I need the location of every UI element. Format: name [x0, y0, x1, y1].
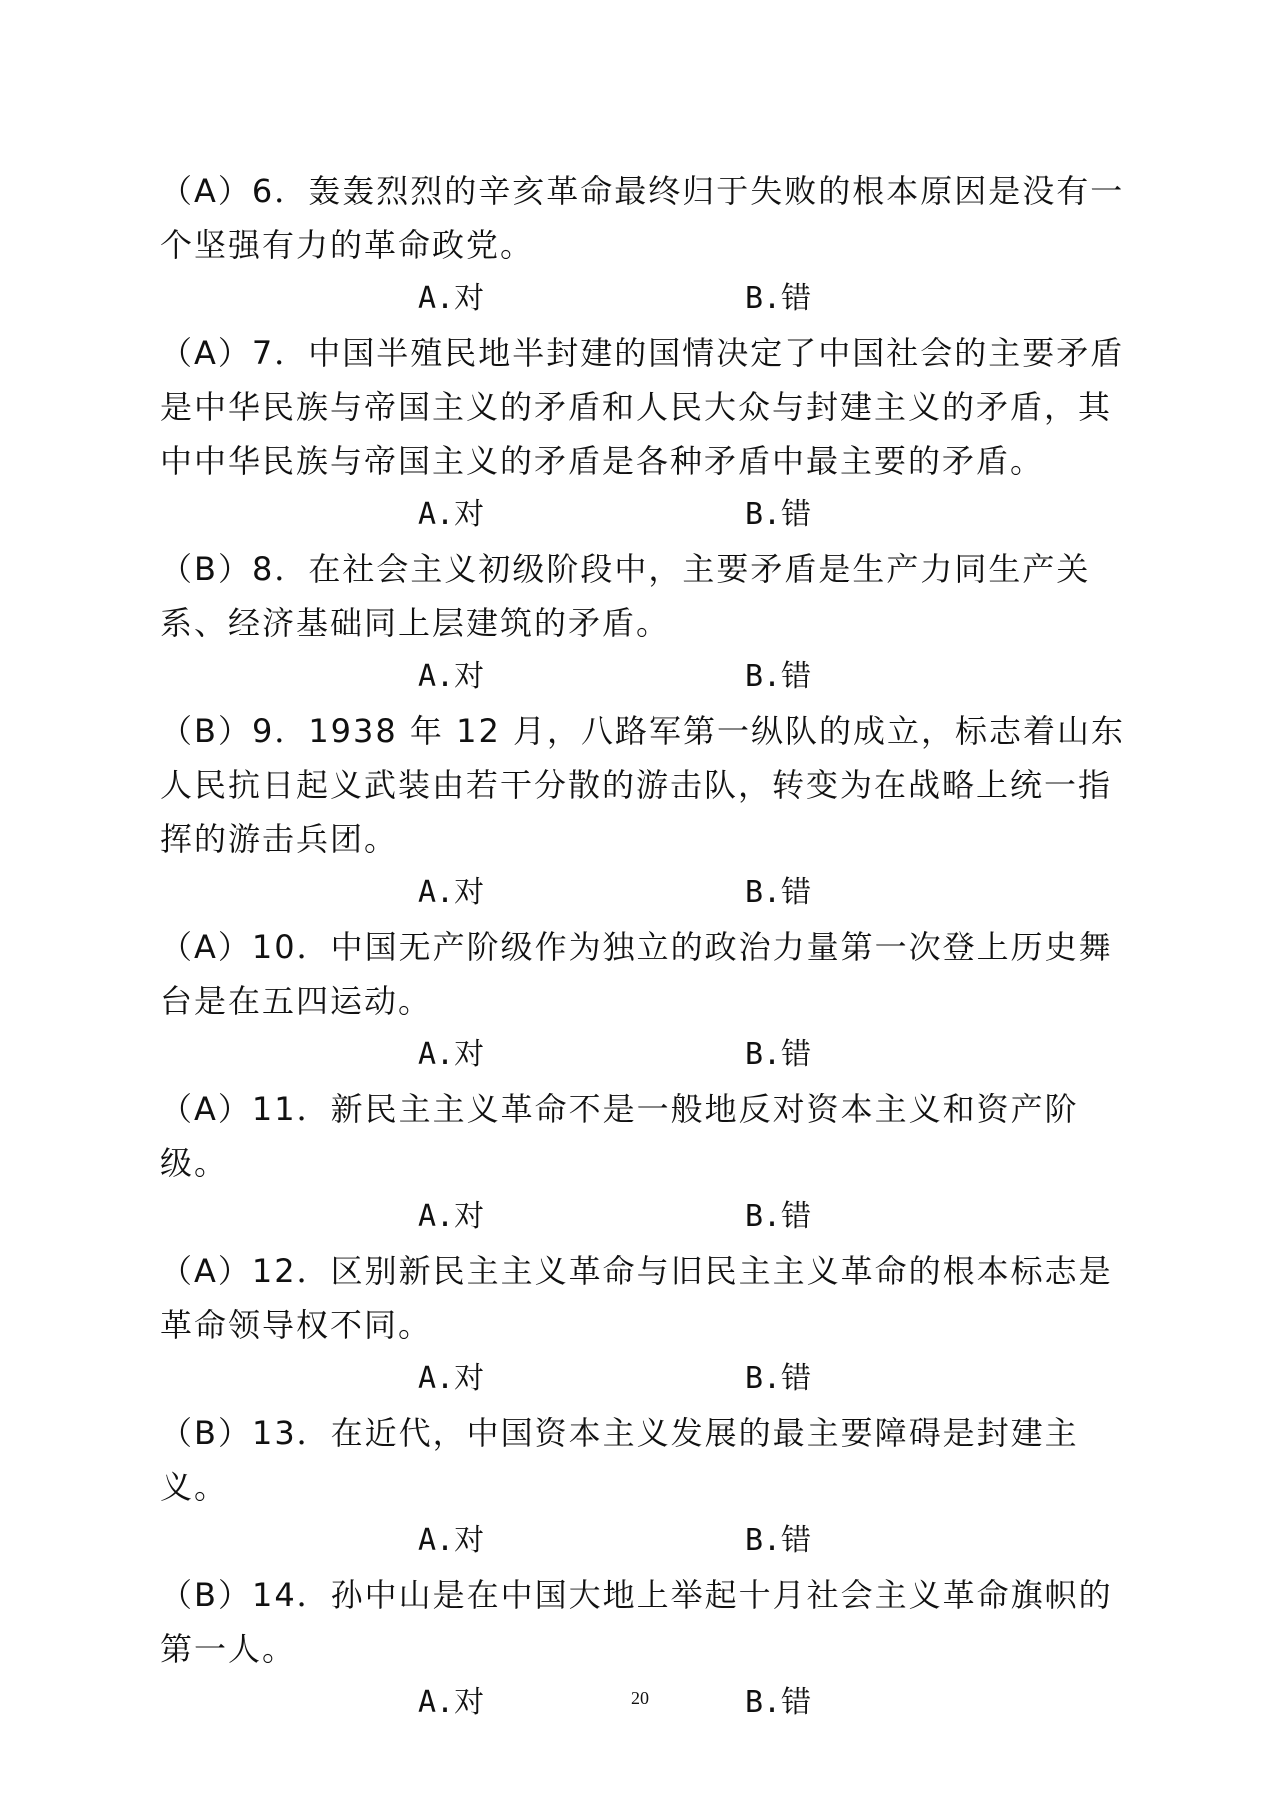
answer-options [160, 488, 1130, 542]
option-a: A.对 [418, 1037, 485, 1072]
question-text: （B）13．在近代，中国资本主义发展的最主要障碍是封建主义。 [160, 1414, 1079, 1506]
option-a: A.对 [418, 1523, 485, 1558]
option-a: A.对 [418, 1361, 485, 1396]
option-a: A.对 [418, 875, 485, 910]
answer-options [160, 1028, 1130, 1082]
option-b: B.错 [745, 1361, 812, 1396]
option-a: A.对 [418, 281, 485, 316]
question-text: （A）6．轰轰烈烈的辛亥革命最终归于失败的根本原因是没有一个坚强有力的革命政党。 [160, 172, 1125, 264]
option-a: A.对 [418, 659, 485, 694]
option-b: B.错 [745, 1685, 812, 1720]
answer-options [160, 272, 1130, 326]
answer-options [160, 1352, 1130, 1406]
option-b: B.错 [745, 1523, 812, 1558]
page-number: 20 [631, 1688, 649, 1708]
question-text: （A）11．新民主主义革命不是一般地反对资本主义和资产阶级。 [160, 1090, 1079, 1182]
option-b: B.错 [745, 659, 812, 694]
answer-options [160, 1514, 1130, 1568]
question-text: （B）14．孙中山是在中国大地上举起十月社会主义革命旗帜的第一人。 [160, 1576, 1113, 1668]
option-b: B.错 [745, 875, 812, 910]
question-text: （A）12．区别新民主主义革命与旧民主主义革命的根本标志是革命领导权不同。 [160, 1252, 1113, 1344]
question-text: （A）7．中国半殖民地半封建的国情决定了中国社会的主要矛盾是中华民族与帝国主义的矛盾和人民大众与封建主义的矛盾，其中中华民族与帝国主义的矛盾是各种矛盾中最主要的矛盾。 [160, 334, 1125, 480]
option-b: B.错 [745, 281, 812, 316]
answer-options [160, 1190, 1130, 1244]
option-a: A.对 [418, 1199, 485, 1234]
answer-options [160, 866, 1130, 920]
answer-options [160, 650, 1130, 704]
option-a: A.对 [418, 497, 485, 532]
option-a: A.对 [418, 1685, 485, 1720]
question-text: （A）10．中国无产阶级作为独立的政治力量第一次登上历史舞台是在五四运动。 [160, 928, 1113, 1020]
document-body [160, 164, 1130, 1730]
option-b: B.错 [745, 497, 812, 532]
option-b: B.错 [745, 1037, 812, 1072]
question-text: （B）9．1938 年 12 月，八路军第一纵队的成立，标志着山东人民抗日起义武装由若干分散的游击队，转变为在战略上统一指挥的游击兵团。 [160, 712, 1125, 858]
option-b: B.错 [745, 1199, 812, 1234]
question-text: （B）8．在社会主义初级阶段中，主要矛盾是生产力同生产关系、经济基础同上层建筑的矛盾。 [160, 550, 1091, 642]
